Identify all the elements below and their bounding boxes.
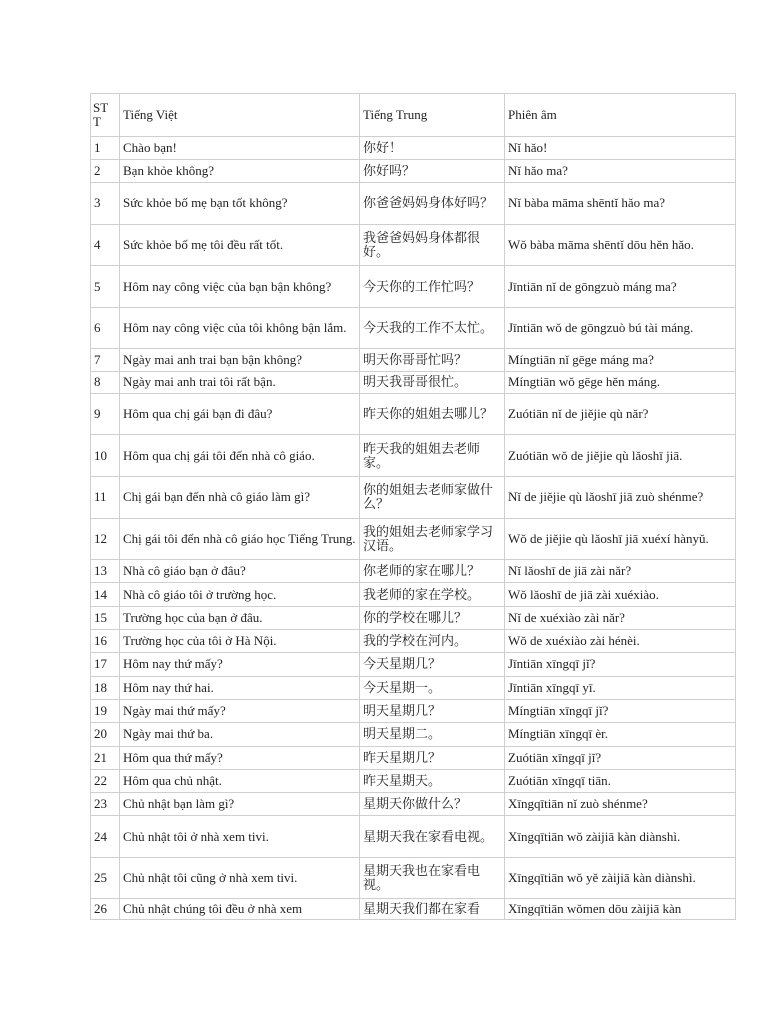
row-number: 2 <box>91 159 120 182</box>
row-number: 6 <box>91 307 120 349</box>
row-chinese: 你的学校在哪儿？ <box>360 606 505 629</box>
row-chinese: 星期天我们都在家看 <box>360 899 505 920</box>
row-number: 12 <box>91 518 120 560</box>
row-chinese: 你老师的家在哪儿？ <box>360 560 505 583</box>
row-vietnamese: Hôm qua thứ mấy? <box>120 746 360 769</box>
row-vietnamese: Ngày mai anh trai tôi rất bận. <box>120 371 360 393</box>
table-row <box>91 746 736 769</box>
row-pinyin: Zuótiān wǒ de jiějie qù lǎoshī jiā. <box>505 435 736 477</box>
row-chinese: 昨天星期几？ <box>360 746 505 769</box>
row-pinyin: Xīngqītiān nǐ zuò shénme? <box>505 793 736 816</box>
row-chinese: 我的姐姐去老师家学习汉语。 <box>360 518 505 560</box>
row-number: 18 <box>91 676 120 699</box>
row-vietnamese: Chủ nhật tôi cũng ở nhà xem tivi. <box>120 857 360 899</box>
table-row <box>91 630 736 653</box>
row-pinyin: Míngtiān wǒ gēge hěn máng. <box>505 371 736 393</box>
row-chinese: 明天我哥哥很忙。 <box>360 371 505 393</box>
row-chinese: 星期天你做什么？ <box>360 793 505 816</box>
table-row <box>91 477 736 519</box>
row-pinyin: Zuótiān nǐ de jiějie qù nǎr? <box>505 393 736 435</box>
table-row <box>91 699 736 722</box>
table-row <box>91 393 736 435</box>
table-row <box>91 899 736 920</box>
table-row <box>91 857 736 899</box>
row-chinese: 我爸爸妈妈身体都很好。 <box>360 224 505 266</box>
table-row <box>91 793 736 816</box>
row-pinyin: Nǐ de xuéxiào zài nǎr? <box>505 606 736 629</box>
table-row <box>91 606 736 629</box>
row-vietnamese: Chào bạn! <box>120 136 360 159</box>
table-row <box>91 159 736 182</box>
table-row <box>91 136 736 159</box>
table-row <box>91 349 736 371</box>
row-chinese: 今天你的工作忙吗？ <box>360 266 505 308</box>
row-pinyin: Nǐ hǎo! <box>505 136 736 159</box>
row-vietnamese: Chủ nhật chúng tôi đều ở nhà xem <box>120 899 360 920</box>
row-vietnamese: Chủ nhật bạn làm gì? <box>120 793 360 816</box>
row-vietnamese: Chị gái bạn đến nhà cô giáo làm gì? <box>120 477 360 519</box>
row-chinese: 明天星期二。 <box>360 723 505 746</box>
row-chinese: 我老师的家在学校。 <box>360 583 505 606</box>
row-number: 16 <box>91 630 120 653</box>
row-number: 7 <box>91 349 120 371</box>
row-number: 3 <box>91 183 120 225</box>
row-vietnamese: Ngày mai anh trai bạn bận không? <box>120 349 360 371</box>
row-pinyin: Xīngqītiān wǒ yě zàijiā kàn diànshì. <box>505 857 736 899</box>
row-pinyin: Nǐ hǎo ma? <box>505 159 736 182</box>
table-row <box>91 676 736 699</box>
row-chinese: 星期天我在家看电视。 <box>360 816 505 858</box>
row-number: 4 <box>91 224 120 266</box>
row-number: 1 <box>91 136 120 159</box>
row-chinese: 今天星期一。 <box>360 676 505 699</box>
row-chinese: 你好吗？ <box>360 159 505 182</box>
row-number: 25 <box>91 857 120 899</box>
table-row <box>91 723 736 746</box>
row-pinyin: Zuótiān xīngqī tiān. <box>505 769 736 792</box>
table-row <box>91 307 736 349</box>
row-pinyin: Míngtiān xīngqī èr. <box>505 723 736 746</box>
row-chinese: 我的学校在河内。 <box>360 630 505 653</box>
row-number: 22 <box>91 769 120 792</box>
row-pinyin: Xīngqītiān wǒmen dōu zàijiā kàn <box>505 899 736 920</box>
row-pinyin: Wǒ bàba māma shēntǐ dōu hěn hǎo. <box>505 224 736 266</box>
row-number: 9 <box>91 393 120 435</box>
row-chinese: 昨天星期天。 <box>360 769 505 792</box>
row-vietnamese: Trường học của bạn ở đâu. <box>120 606 360 629</box>
row-chinese: 昨天你的姐姐去哪儿？ <box>360 393 505 435</box>
row-pinyin: Nǐ bàba māma shēntǐ hǎo ma? <box>505 183 736 225</box>
row-vietnamese: Ngày mai thứ mấy? <box>120 699 360 722</box>
row-pinyin: Nǐ lǎoshī de jiā zài nǎr? <box>505 560 736 583</box>
row-number: 5 <box>91 266 120 308</box>
row-chinese: 今天星期几？ <box>360 653 505 676</box>
row-pinyin: Míngtiān xīngqī jǐ? <box>505 699 736 722</box>
table-row <box>91 224 736 266</box>
table-row <box>91 769 736 792</box>
row-pinyin: Jīntiān nǐ de gōngzuò máng ma? <box>505 266 736 308</box>
row-chinese: 星期天我也在家看电视。 <box>360 857 505 899</box>
row-pinyin: Wǒ lǎoshī de jiā zài xuéxiào. <box>505 583 736 606</box>
row-chinese: 今天我的工作不太忙。 <box>360 307 505 349</box>
row-vietnamese: Hôm nay thứ hai. <box>120 676 360 699</box>
table-row <box>91 518 736 560</box>
row-number: 10 <box>91 435 120 477</box>
row-vietnamese: Nhà cô giáo bạn ở đâu? <box>120 560 360 583</box>
row-chinese: 你好！ <box>360 136 505 159</box>
row-vietnamese: Trường học của tôi ở Hà Nội. <box>120 630 360 653</box>
row-vietnamese: Chủ nhật tôi ở nhà xem tivi. <box>120 816 360 858</box>
table-row <box>91 435 736 477</box>
row-number: 23 <box>91 793 120 816</box>
row-number: 21 <box>91 746 120 769</box>
row-pinyin: Wǒ de xuéxiào zài hénèi. <box>505 630 736 653</box>
row-number: 15 <box>91 606 120 629</box>
row-pinyin: Zuótiān xīngqī jǐ? <box>505 746 736 769</box>
phrase-table <box>90 93 736 920</box>
table-row <box>91 583 736 606</box>
row-number: 13 <box>91 560 120 583</box>
row-pinyin: Wǒ de jiějie qù lǎoshī jiā xuéxí hànyǔ. <box>505 518 736 560</box>
header-stt: ST T <box>91 94 120 137</box>
row-number: 26 <box>91 899 120 920</box>
row-vietnamese: Hôm qua chị gái tôi đến nhà cô giáo. <box>120 435 360 477</box>
table-row <box>91 183 736 225</box>
row-vietnamese: Bạn khỏe không? <box>120 159 360 182</box>
row-chinese: 明天你哥哥忙吗？ <box>360 349 505 371</box>
row-vietnamese: Sức khỏe bố mẹ tôi đều rất tốt. <box>120 224 360 266</box>
row-vietnamese: Hôm nay công việc của bạn bận không? <box>120 266 360 308</box>
row-number: 8 <box>91 371 120 393</box>
row-vietnamese: Nhà cô giáo tôi ở trường học. <box>120 583 360 606</box>
row-number: 17 <box>91 653 120 676</box>
row-pinyin: Jīntiān wǒ de gōngzuò bú tài máng. <box>505 307 736 349</box>
row-vietnamese: Sức khỏe bố mẹ bạn tốt không? <box>120 183 360 225</box>
row-chinese: 你爸爸妈妈身体好吗？ <box>360 183 505 225</box>
row-vietnamese: Chị gái tôi đến nhà cô giáo học Tiếng Trung. <box>120 518 360 560</box>
row-pinyin: Jīntiān xīngqī jǐ? <box>505 653 736 676</box>
header-pinyin: Phiên âm <box>505 94 736 137</box>
header-chinese: Tiếng Trung <box>360 94 505 137</box>
row-pinyin: Nǐ de jiějie qù lǎoshī jiā zuò shénme? <box>505 477 736 519</box>
row-number: 19 <box>91 699 120 722</box>
table-row <box>91 560 736 583</box>
row-pinyin: Míngtiān nǐ gēge máng ma? <box>505 349 736 371</box>
row-pinyin: Xīngqītiān wǒ zàijiā kàn diànshì. <box>505 816 736 858</box>
table-row <box>91 371 736 393</box>
row-number: 24 <box>91 816 120 858</box>
table-row <box>91 653 736 676</box>
row-vietnamese: Hôm nay công việc của tôi không bận lắm. <box>120 307 360 349</box>
row-chinese: 明天星期几？ <box>360 699 505 722</box>
row-vietnamese: Hôm nay thứ mấy? <box>120 653 360 676</box>
table-header-row <box>91 94 736 137</box>
row-chinese: 昨天我的姐姐去老师家。 <box>360 435 505 477</box>
table-row <box>91 266 736 308</box>
row-pinyin: Jīntiān xīngqī yī. <box>505 676 736 699</box>
row-number: 11 <box>91 477 120 519</box>
row-number: 20 <box>91 723 120 746</box>
row-vietnamese: Hôm qua chị gái bạn đi đâu? <box>120 393 360 435</box>
table-row <box>91 816 736 858</box>
row-vietnamese: Ngày mai thứ ba. <box>120 723 360 746</box>
row-number: 14 <box>91 583 120 606</box>
header-vietnamese: Tiếng Việt <box>120 94 360 137</box>
row-vietnamese: Hôm qua chủ nhật. <box>120 769 360 792</box>
row-chinese: 你的姐姐去老师家做什么？ <box>360 477 505 519</box>
